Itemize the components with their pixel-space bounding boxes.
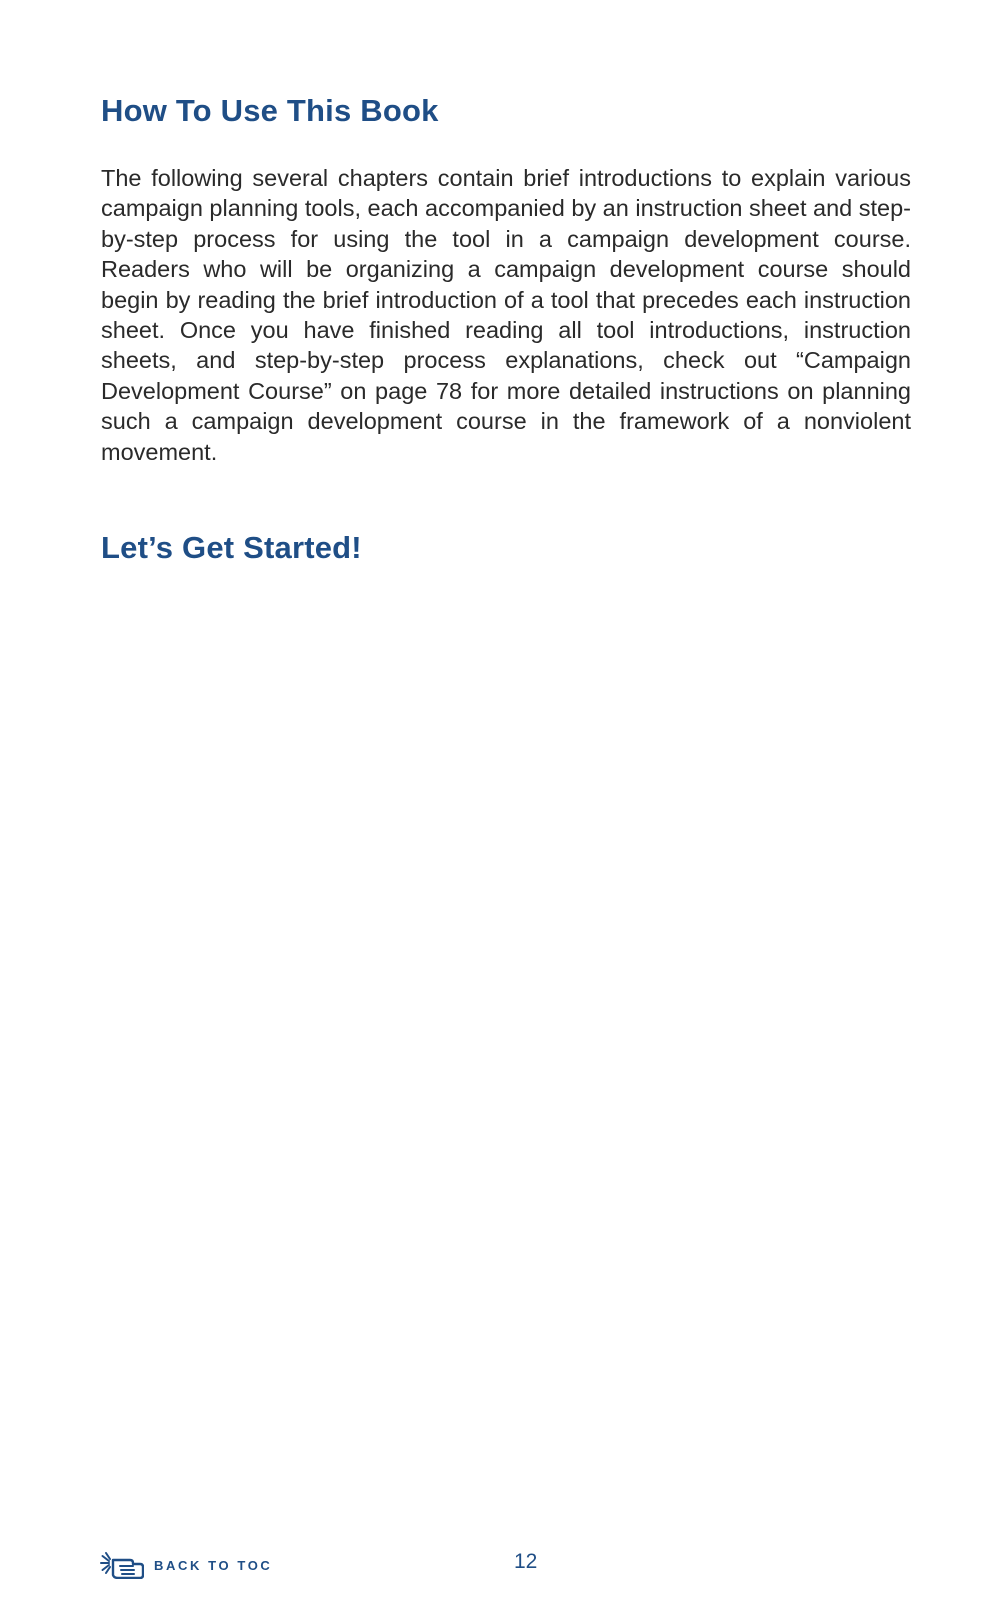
back-to-toc-label[interactable]: BACK TO TOC [154, 1557, 273, 1573]
section-heading-lets-get-started: Let’s Get Started! [101, 530, 362, 565]
page-number: 12 [514, 1550, 538, 1573]
section-heading-how-to-use: How To Use This Book [101, 93, 439, 128]
back-to-toc-link[interactable] [100, 1551, 272, 1579]
pointing-hand-icon [100, 1551, 144, 1579]
intro-paragraph: The following several chapters contain brief introductions to explain various campaign planning tools, each accompanied by an instruction sheet and step-by-step process for using the tool in a campaign development course. Readers who will be organizing a campaign development course should begin by reading the brief introduction of a tool that precedes each instruction sheet. Once you have finished reading all tool introductions, instruction sheets, and step-by-step process explanations, check out “Campaign Development Course” on page 78 for more detailed instructions on planning such a campaign development course in the framework of a nonviolent movement. [101, 165, 911, 465]
